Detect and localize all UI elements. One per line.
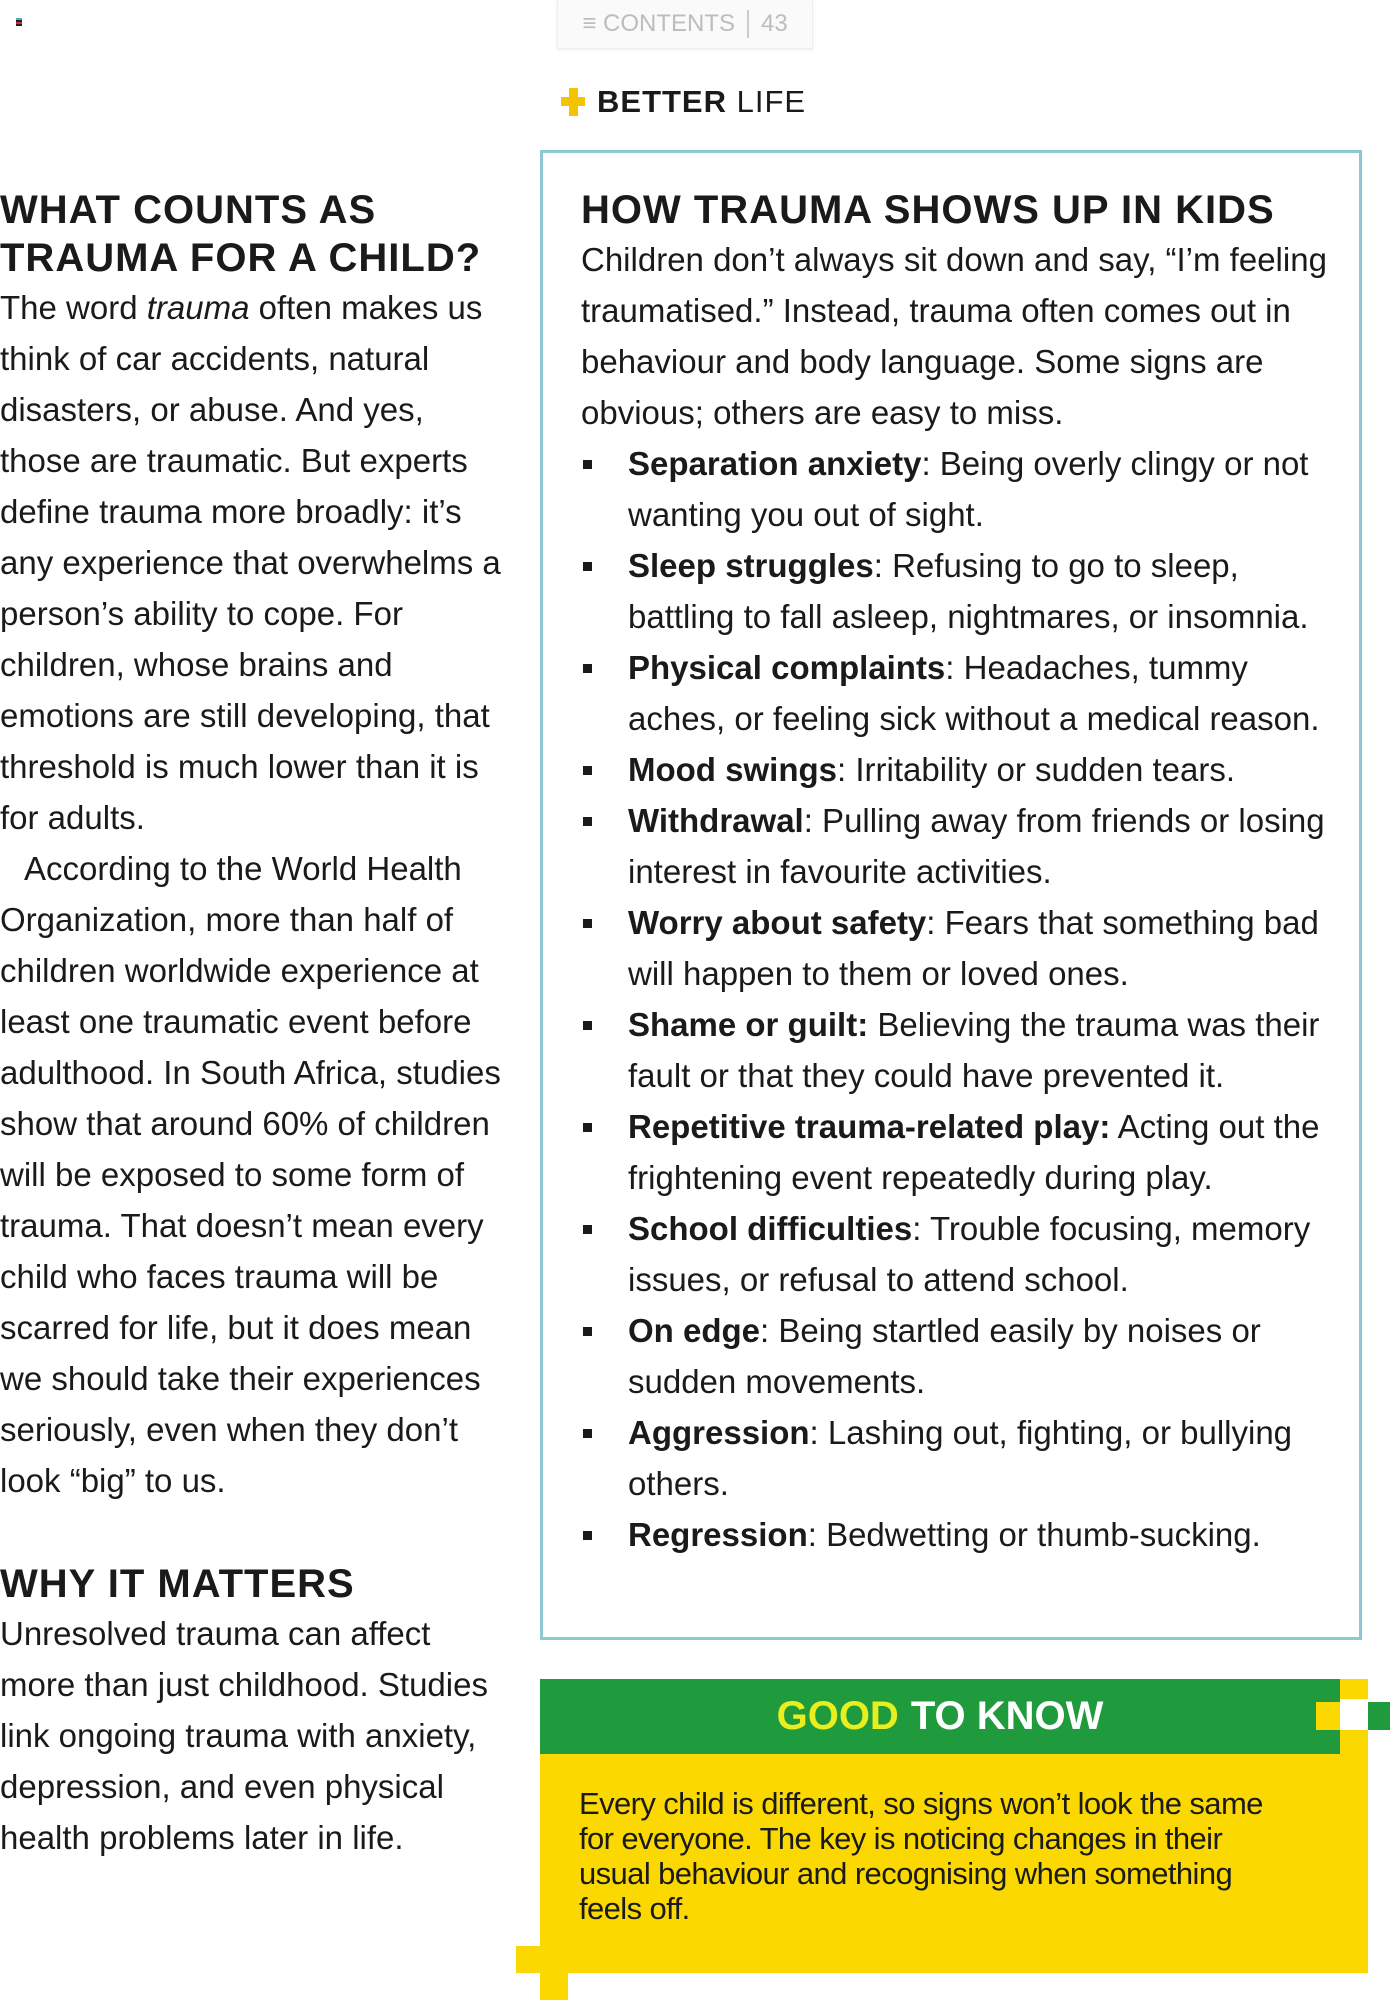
right-column — [581, 186, 1341, 1560]
bullet-icon — [583, 1123, 592, 1132]
intro-paragraph: Children don’t always sit down and say, “I’m feeling traumatised.” Instead, trauma often comes out in behaviour and body language. Some signs are obvious; others are easy to miss. — [581, 241, 1327, 431]
sign-term: Shame or guilt: — [628, 1006, 869, 1043]
bullet-icon — [583, 1021, 592, 1030]
left-column — [0, 186, 505, 1863]
sign-text: : Lashing out, fighting, or bullying others. — [628, 1414, 1293, 1502]
sign-item — [581, 642, 1341, 744]
section-tag — [561, 84, 806, 120]
sign-term: Mood swings — [628, 751, 837, 788]
sign-text: : Pulling away from friends or losing interest in favourite activities. — [628, 802, 1325, 890]
sign-text: : Fears that something bad will happen to them or loved ones. — [628, 904, 1319, 992]
divider — [747, 10, 749, 38]
bullet-icon — [583, 1327, 592, 1336]
italic-text: trauma — [146, 289, 250, 326]
bullet-icon — [583, 817, 592, 826]
text: often makes us think of car accidents, natural disasters, or abuse. And yes, those are traumatic. But experts define trauma more broadly: it’s any experience that overwhelms a person’s ability to cope. For children, whose brains and emotions are still developing, that threshold is much lower than it is for adults. — [0, 289, 501, 836]
section-light: LIFE — [736, 84, 807, 119]
heading-what-counts: WHAT COUNTS AS TRAUMA FOR A CHILD? — [0, 188, 482, 280]
sign-item — [581, 1407, 1341, 1509]
sign-text: : Bedwetting or thumb-sucking. — [807, 1516, 1261, 1553]
sign-text: : Headaches, tummy aches, or feeling sick without a medical reason. — [628, 649, 1320, 737]
sign-item — [581, 1509, 1341, 1560]
sign-text: : Trouble focusing, memory issues, or refusal to attend school. — [628, 1210, 1311, 1298]
heading-why-it-matters: WHY IT MATTERS — [0, 1562, 355, 1606]
sign-term: Regression — [628, 1516, 808, 1553]
sign-item — [581, 540, 1341, 642]
title-highlight: GOOD — [776, 1694, 899, 1738]
paragraph-2: According to the World Health Organization, more than half of children worldwide experience at least one traumatic event before adulthood. In South Africa, studies show that around 60% of children will be exposed to some form of trauma. That doesn’t mean every child who faces trauma will be scarred for life, but it does mean we should take their experiences seriously, even when they don’t look “big” to us. — [0, 850, 501, 1499]
sign-item — [581, 744, 1341, 795]
sign-text: : Being overly clingy or not wanting you out of sight. — [628, 445, 1309, 533]
sign-item — [581, 438, 1341, 540]
app-icon — [16, 18, 22, 26]
heading-how-trauma: HOW TRAUMA SHOWS UP IN KIDS — [581, 188, 1275, 232]
sign-item — [581, 897, 1341, 999]
sign-item — [581, 1203, 1341, 1305]
signs-list — [581, 438, 1341, 1560]
sign-text: : Refusing to go to sleep, battling to fall asleep, nightmares, or insomnia. — [628, 547, 1309, 635]
paragraph-1 — [0, 282, 505, 843]
sign-text: Believing the trauma was their fault or that they could have prevented it. — [628, 1006, 1320, 1094]
sign-item — [581, 795, 1341, 897]
bullet-icon — [583, 562, 592, 571]
bullet-icon — [583, 1429, 592, 1438]
sign-term: Aggression — [628, 1414, 810, 1451]
decor-square — [540, 1973, 568, 2000]
page-number: 43 — [760, 10, 788, 37]
good-to-know-text: Every child is different, so signs won’t look the same for everyone. The key is noticing changes in their usual behaviour and recognising when something feels off. — [579, 1786, 1263, 1926]
sign-text: Acting out the frightening event repeatedly during play. — [628, 1108, 1320, 1196]
sign-term: Separation anxiety — [628, 445, 922, 482]
sign-term: Worry about safety — [628, 904, 927, 941]
sign-term: Sleep struggles — [628, 547, 874, 584]
sign-term: School difficulties — [628, 1210, 913, 1247]
sign-text: : Irritability or sudden tears. — [837, 751, 1235, 788]
decor-square — [516, 1946, 540, 1973]
title-rest: TO KNOW — [910, 1694, 1104, 1738]
sign-text: : Being startled easily by noises or sudden movements. — [628, 1312, 1261, 1400]
sign-term: On edge — [628, 1312, 761, 1349]
section-bold: BETTER — [597, 84, 727, 119]
decor-square — [1340, 1679, 1368, 1699]
bullet-icon — [583, 460, 592, 469]
contents-button[interactable] — [557, 0, 813, 49]
plus-icon — [561, 88, 585, 116]
sign-item — [581, 1305, 1341, 1407]
decor-square — [1368, 1702, 1390, 1730]
bullet-icon — [583, 919, 592, 928]
sign-term: Repetitive trauma-related play: — [628, 1108, 1111, 1145]
bullet-icon — [583, 1531, 592, 1540]
sign-item — [581, 1101, 1341, 1203]
bullet-icon — [583, 1225, 592, 1234]
decor-square — [1340, 1730, 1368, 1754]
good-to-know-header — [540, 1679, 1340, 1754]
sign-term: Physical complaints — [628, 649, 946, 686]
text: The word — [0, 289, 147, 326]
sign-term: Withdrawal — [628, 802, 804, 839]
decor-square — [1316, 1702, 1340, 1730]
contents-label: ≡ CONTENTS — [582, 10, 735, 37]
bullet-icon — [583, 664, 592, 673]
sign-item — [581, 999, 1341, 1101]
paragraph-3: Unresolved trauma can affect more than just childhood. Studies link ongoing trauma with anxiety, depression, and even physical health problems later in life. — [0, 1615, 488, 1856]
bullet-icon — [583, 766, 592, 775]
